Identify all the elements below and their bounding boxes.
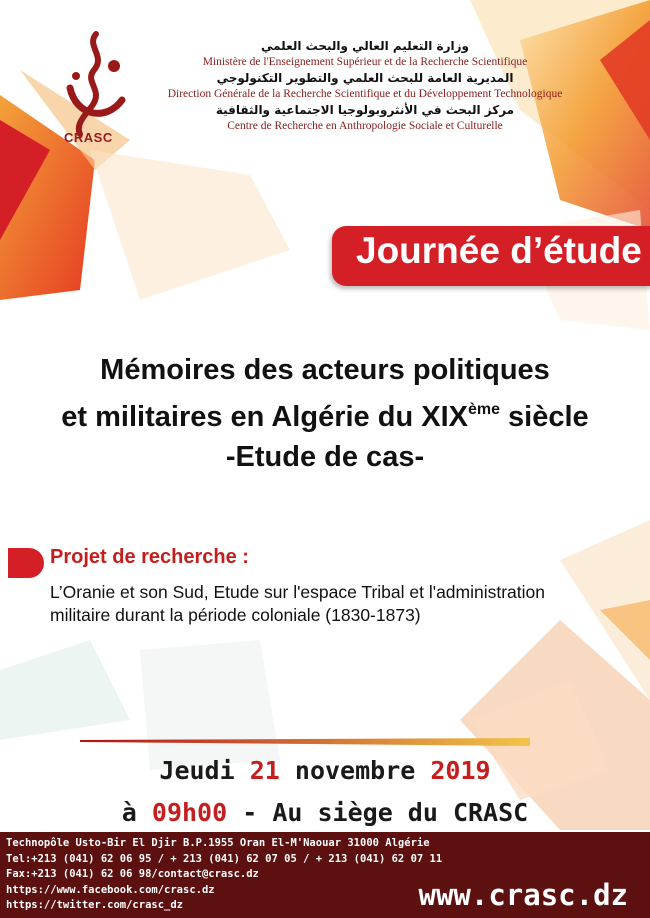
direction-french: Direction Générale de la Recherche Scientifique et du Développement Technologique — [167, 88, 563, 100]
title-line-2: et militaires en Algérie du XIXème siècle — [61, 401, 589, 433]
center-french: Centre de Recherche en Anthropologie Sociale et Culturelle — [227, 120, 503, 132]
footer-twitter-link[interactable]: https://twitter.com/crasc_dz — [6, 899, 184, 911]
title-line-3: -Etude de cas- — [225, 441, 425, 473]
project-marker-icon — [8, 548, 44, 578]
logo-label: CRASC — [64, 130, 113, 145]
event-time-location: à 09h00 - Au siège du CRASC — [121, 798, 529, 827]
project-line-2: militaire durant la période coloniale (1830-1873) — [50, 605, 421, 625]
institution-header — [130, 38, 600, 134]
event-date: Jeudi 21 novembre 2019 — [159, 756, 491, 785]
ministry-arabic: وزارة التعليم العالي والبحث العلمي — [260, 39, 470, 53]
footer-fax: Fax:+213 (041) 62 06 98/contact@crasc.dz — [6, 868, 259, 880]
footer-tel: Tel:+213 (041) 62 06 95 / + 213 (041) 62 07 05 / + 213 (041) 62 07 11 — [6, 852, 443, 865]
ministry-french: Ministère de l'Enseignement Supérieur et de la Recherche Scientifique — [202, 56, 528, 68]
main-title — [0, 350, 650, 477]
project-label: Projet de recherche : — [50, 546, 249, 568]
center-arabic: مركز البحث في الأنثروبولوجيا الاجتماعية والثقافية — [215, 103, 515, 117]
project-line-1: L’Oranie et son Sud, Etude sur l'espace Tribal et l'administration — [50, 582, 546, 602]
event-divider — [80, 738, 530, 746]
footer-address: Technopôle Usto-Bir El Djir B.P.1955 Oran El-M'Naouar 31000 Algérie — [6, 837, 430, 849]
project-description — [50, 581, 640, 627]
event-type-label: Journée d’étude — [356, 230, 642, 271]
website-link[interactable]: www.crasc.dz — [418, 878, 628, 912]
title-line-1: Mémoires des acteurs politiques — [100, 354, 550, 386]
footer-facebook-link[interactable]: https://www.facebook.com/crasc.dz — [6, 883, 215, 896]
direction-arabic: المديرية العامة للبحث العلمي والتطوير التكنولوجي — [216, 71, 514, 85]
